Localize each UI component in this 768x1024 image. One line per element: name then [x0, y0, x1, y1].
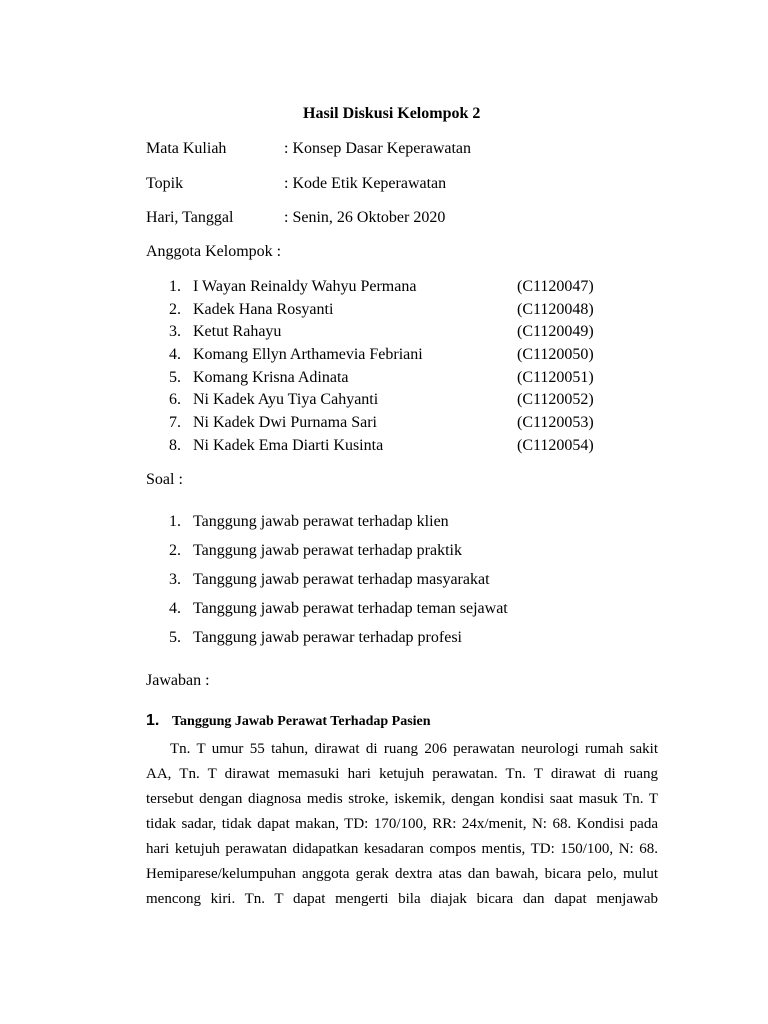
info-label-date: Hari, Tanggal [146, 209, 234, 226]
member-number: 8. [169, 437, 181, 454]
document-title: Hasil Diskusi Kelompok 2 [303, 105, 481, 122]
question-number: 1. [169, 513, 181, 530]
member-number: 5. [169, 369, 181, 386]
paragraph-line: Hemiparese/kelumpuhan anggota gerak dextra atas dan bawah, bicara pelo, mulut [146, 866, 658, 882]
info-value-course: : Konsep Dasar Keperawatan [284, 140, 472, 157]
paragraph-line: Tn. T umur 55 tahun, dirawat di ruang 206 perawatan neurologi rumah sakit [170, 741, 658, 757]
member-name: Komang Ellyn Arthamevia Febriani [193, 346, 423, 363]
question-number: 5. [169, 629, 181, 646]
member-name: Ni Kadek Dwi Purnama Sari [193, 414, 377, 431]
info-label-topic: Topik [146, 175, 184, 192]
member-number: 6. [169, 391, 181, 408]
answers-heading: Jawaban : [146, 672, 210, 689]
member-name: Kadek Hana Rosyanti [193, 301, 334, 318]
member-number: 4. [169, 346, 181, 363]
member-code: (C1120053) [517, 414, 594, 431]
paragraph-line: hari ketujuh perawatan didapatkan kesadaran compos mentis, TD: 150/100, N: 68. [146, 841, 658, 857]
info-value-date: : Senin, 26 Oktober 2020 [284, 209, 446, 226]
member-number: 2. [169, 301, 181, 318]
paragraph-line: mencong kiri. Tn. T dapat mengerti bila diajak bicara dan dapat menjawab [146, 891, 658, 907]
member-name: Ni Kadek Ayu Tiya Cahyanti [193, 391, 379, 408]
question-text: Tanggung jawab perawar terhadap profesi [193, 629, 462, 646]
paragraph-line: tersebut dengan diagnosa medis stroke, iskemik, dengan kondisi saat masuk Tn. T [146, 791, 658, 807]
members-heading: Anggota Kelompok : [146, 243, 282, 260]
questions-heading: Soal : [146, 471, 183, 488]
member-code: (C1120054) [517, 437, 594, 454]
section-title: Tanggung Jawab Perawat Terhadap Pasien [172, 714, 431, 729]
question-number: 3. [169, 571, 181, 588]
paragraph-line: tidak sadar, tidak dapat makan, TD: 170/100, RR: 24x/menit, N: 68. Kondisi pada [146, 816, 658, 832]
member-code: (C1120052) [517, 391, 594, 408]
member-code: (C1120048) [517, 301, 594, 318]
member-name: Ketut Rahayu [193, 323, 282, 340]
info-label-course: Mata Kuliah [146, 140, 227, 157]
member-code: (C1120051) [517, 369, 594, 386]
question-text: Tanggung jawab perawat terhadap teman sejawat [193, 600, 508, 617]
member-code: (C1120049) [517, 323, 594, 340]
question-text: Tanggung jawab perawat terhadap praktik [193, 542, 462, 559]
member-number: 7. [169, 414, 181, 431]
info-value-topic: : Kode Etik Keperawatan [284, 175, 447, 192]
section-number: 1. [146, 712, 160, 729]
answer-paragraph [146, 737, 658, 912]
question-text: Tanggung jawab perawat terhadap masyarakat [193, 571, 490, 588]
question-text: Tanggung jawab perawat terhadap klien [193, 513, 449, 530]
paragraph-line: AA, Tn. T dirawat memasuki hari ketujuh perawatan. Tn. T dirawat di ruang [146, 766, 658, 782]
member-name: Ni Kadek Ema Diarti Kusinta [193, 437, 384, 454]
member-name: Komang Krisna Adinata [193, 369, 349, 386]
question-number: 2. [169, 542, 181, 559]
member-number: 1. [169, 278, 181, 295]
member-code: (C1120047) [517, 278, 594, 295]
question-number: 4. [169, 600, 181, 617]
member-number: 3. [169, 323, 181, 340]
member-code: (C1120050) [517, 346, 594, 363]
member-name: I Wayan Reinaldy Wahyu Permana [193, 278, 417, 295]
